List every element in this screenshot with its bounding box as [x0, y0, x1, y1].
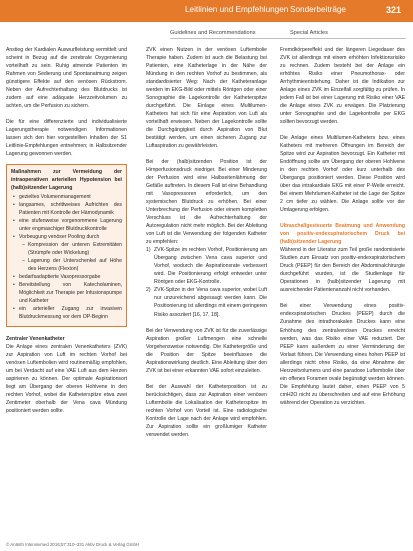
text-column-3: [280, 46, 405, 407]
header-section-left: Leitlinien und Empfehlungen: [185, 5, 289, 14]
list-item-text: ZVK-Spitze im rechten Vorhof, Positionierung am Übergang zwischen Vena cava superior und Vorhof, wodurch die Aspirationsrate verbessert wird. Die Positionierung erfolgt entweder unter Röntgen oder EKG-Kontrolle.: [154, 247, 267, 286]
list-item-text: Vorbeugung venöser Pooling durch: [19, 234, 100, 241]
list-item: • ein arterieller Zugang zur invasiven Blutdruckmessung vor dem OP-Beginn: [19, 305, 122, 321]
list-subitem: – Lagerung der Unterschenkel auf Höhe des Herzens (Flexion): [28, 257, 122, 273]
paragraph: Fremdkörpereffekt und der längeren Liegedauer des ZVK ist allerdings mit einem erhöhten Infektionsrisiko zu rechnen. Zudem besteht bei der Anlage ein erhöhtes Risiko einer Pneumothorax- oder Arrhythmieentstehung. Daher ist die Indikation zur Anlage eines ZVK im Einzelfall sorgfältig zu prüfen. In jedem Fall ist bei einer Lagerung mit Risiko einer VAE die Anlage eines ZVK zu erwägen. Die Platzierung unter Sonographie und die Lagekontrolle per EKG sollten bevorzugt werden.: [280, 47, 405, 126]
paragraph: ZVK einen Nutzen in der venösen Luftembolie Therapie haben. Zudem ist auch die Belastung bei Patienten, eine Katheterlage in der Nähe der Mündung in den rechten Vorhof zu bestimmen, als standardisierter Weg: Nach der Katheteranlage werden im EKG-Bild oder mittels Röntgen oder einer Sonographie die Lagekontrolle der Katheterspitze durchgeführt. Die Einlage eines Multilumen-Katheters hat sich für eine Aspiration von Luft als vorteilhaft erwiesen. Neben der Lagekontrolle sollte die Durchgängigkeit durch Aspiration von Blut bestätigt werden, um einen sicheren Zugang zur Luftaspiration zu gewährleisten.: [146, 47, 267, 150]
subheader-rule: [170, 38, 406, 39]
measures-box: [6, 164, 127, 326]
list-number: 2): [146, 287, 151, 294]
text-column-1: [6, 46, 127, 415]
header-section-right: Sonderbeiträge: [290, 5, 346, 14]
paragraph: Während in der Literatur zum Teil große randomisierte Studien zum Einsatz von positiv-endexspiratorischem Druck (PEEP) für den Bereich der Abdominalchirurgie durchgeführt wurden, ist die Studienlage für Operationen in (halb)sitzender Lagerung mit ausreichender Patientenanzahl nicht vorhanden.: [280, 247, 405, 294]
box-title: Maßnahmen zur Vermeidung der intraoperativen arteriellen Hypotension bei (halb)sitzender Lagerung: [11, 169, 122, 192]
subheader-left: Guidelines and Recommendations: [170, 30, 256, 36]
paragraph: Bei der (halb)sitzenden Position ist der Hirnperfusionsdruck niedriger. Bei einer Minderung der Perfusion wird eine Halbseitenlähmung der Gefäße auftreten. In diesem Fall ist eine Behandlung mit Vasopressoren erforderlich, um den systemischen Blutdruck zu erhöhen. Bei einer Unterbrechung der Perfusion oder einem kompletten Verschluss ist die Aufrechterhaltung der Autoregulation nicht mehr möglich. Bei der Ableitung von Luft ist die Verwendung der folgenden Katheter zu empfehlen:: [146, 159, 267, 246]
list-item: • eine stufenweise vorgenommene Lagerung unter engmaschiger Blutdruckkontrolle: [19, 217, 122, 233]
section-heading: Zentraler Venenkatheter: [6, 335, 65, 342]
list-subitem: – Kompression der unteren Extremitäten (Strümpfe oder Wickelung): [28, 241, 122, 257]
box-list: [11, 193, 122, 321]
numbered-list: [146, 246, 267, 318]
list-item: [19, 233, 122, 273]
list-item: [146, 246, 267, 286]
paragraph: Die für eine differenzierte und individualisierte Lagerungstherapie notwendigen Informationen lassen sich den hier vorgestellten Inhalten der S1 Leitlinie-Empfehlungen entnehmen; in Halbsitzender Lagerung gewonnen werden.: [6, 119, 127, 158]
box-sublist: [19, 241, 122, 273]
page-footer: © Anästh Intensivmed 2016;57:310–331 Aktiv Druck & Verlag GmbH: [6, 542, 140, 547]
paragraph: Die Anlage eines Multilumen-Katheters bzw. eines Katheters mit mehreren Öffnungen im Bereich der Spitze wird zur Aspiration bevorzugt. Ein Katheter mit Endöffnung sollte am Übergang der oberen Hohlvene in den rechten Vorhof oder kurz unterhalb des Übergangs positioniert werden. Diese Position wird über das intrakardiale EKG mit einer P-Welle erreicht. Bei einem Mehrlumen-Katheter ist die Lage der Spitze 2 cm tiefer zu wählen. Die Anlage sollte vor der Umlagerung erfolgen.: [280, 135, 405, 214]
paragraph: Die Anlage eines zentralen Venenkatheters (ZVK) zur Aspiration von Luft im rechten Vorhof bei venösen Luftembolien wird routinemäßig empfohlen, um bei Verdacht auf eine VAE Luft aus dem Herzen aspirieren zu können. Der optimale Aspirationsort liegt am Übergang der oberen Hohlvene in den rechten Vorhof, wobei die Katheterspitze etwa zwei Zentimeter oberhalb der Vena cava Mündung positioniert werden sollte.: [6, 343, 127, 414]
paragraph: Bei einer Verwendung eines positiv-endexspiratorischen Druckes (PEEP) durch die Zunahme des intrathorakalen Druckes kann eine Erhöhung des zentralvenösen Druckes erreicht werden, was das Risiko einer VAE reduziert. Der PEEP kann außerdem zu einer Verminderung der Vorlast führen. Die Verwendung eines hohen PEEP ist allerdings nicht ohne Risiko, da eine Abnahme der Herzzeitvolumens und eine paradoxe Luftembolie über ein offenes Foramen ovale begünstigt werden können. Die Empfehlung lautet daher, einen PEEP von 5 cmH2O nicht zu überschreiten und auf eine Erhöhung während der Operation zu verzichten.: [280, 303, 405, 406]
list-item: • bedarfsadaptierte Vasopressorgabe: [19, 273, 122, 281]
list-item: [146, 286, 267, 318]
page-number: 321: [386, 5, 402, 15]
paragraph: Bei der Verwendung von ZVK ist für die zuverlässige Aspiration großer Luftmengen eine schnelle Vorgehensweise notwendig. Die Kathetergröße und die Position der Spitze beeinflussen die Aspirationswirkung deutlich. Eine Ableitung über den ZVK ist bei einer erkannten VAE sofort einzuleiten.: [146, 327, 267, 374]
section-heading: Ultraschallgesteuerte Beatmung und Anwendung von positiv-endexspiratorischem Druck bei (halb)sitzender Lagerung: [280, 223, 405, 246]
subheader-right: Special Articles: [290, 30, 328, 36]
list-item: • langsames, schrittweises Aufrichten des Patienten mit Kontrolle der Hämodynamik: [19, 201, 122, 217]
paragraph: Anstieg der Kardialen Auswurfleistung vermittelt und scheint in Bezug auf die zerebrale Oxygenierung vorteilhaft zu sein. Ruhig atmende Patienten im Rahmen von Sedierung und Spontanatmung zeigen günstigere Effekte auf den venösen Rückstrom. Neben der Aufrechterhaltung des Blutdrucks ist zudem auf eine adäquate Herzzeitvolumen zu achten, um die Perfusion zu sichern.: [6, 47, 127, 110]
list-number: 1): [146, 247, 151, 254]
text-column-2: [146, 46, 267, 439]
header-bar: [0, 0, 413, 22]
list-item-text: ZVK-Spitze in der Vena cava superior, wobei Luft nur unzureichend abgesaugt werden kann. Die Positionierung ist allerdings mit einem geringeren Risiko assoziiert [16, 17, 18].: [154, 287, 267, 318]
list-item: • gezieltes Volumenmanagement: [19, 193, 122, 201]
paragraph: Bei der Auswahl der Katheterposition ist zu berücksichtigen, dass zur Aspiration einer venösen Luftembolie die Lokalisation der Katheterspitze im rechten Vorhof von Vorteil ist. Eine radiologische Kontrolle der Lage nach der Anlage wird empfohlen. Zur Aspiration sollte ein großlumiger Katheter verwendet werden.: [146, 383, 267, 438]
list-item: • Bereitstellung von Katecholaminen, Möglichkeit zur Therapie per Infusionspumpe und Katheter: [19, 281, 122, 305]
